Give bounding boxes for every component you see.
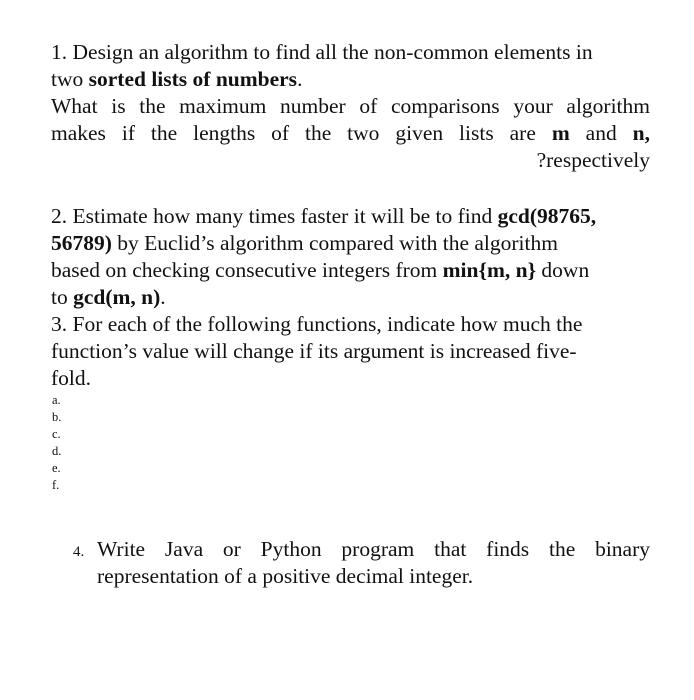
q1-var-m: m [551,121,570,145]
q3-item-f: f. [52,478,60,492]
q1-line-2-post: . [297,67,303,91]
q1-line-4-pre: makes if the lengths of the two given lists are [51,121,552,145]
q2-line-2-post: by Euclid’s algorithm compared with the algorithm [111,231,558,255]
q3-line-2: function’s value will change if its argument is increased five- [51,339,577,363]
q1-emphasis-sorted-lists: sorted lists of numbers [88,67,298,91]
q1-line-5: ?respectively [536,148,650,172]
q2-line-4 [51,284,650,311]
q1-line-4-and: and [569,121,633,145]
q1-line-3: What is the maximum number of comparisons your algorithm [51,94,650,118]
q2-line-1 [51,203,650,230]
q2-gcd-expression-start: gcd(98765, [497,204,597,228]
q1-line-1: 1. Design an algorithm to find all the non-common elements in [51,40,593,64]
q2-min-expression: min{m, n} [442,258,537,282]
q3-item-e: e. [52,461,61,475]
q4-number: 4. [73,544,85,560]
q2-line-2 [51,230,650,257]
q3-item-d: d. [52,444,62,458]
q2-line-4-post: . [160,285,166,309]
q2-line-3-pre: based on checking consecutive integers from [51,258,443,282]
q2-gcd-mn: gcd(m, n) [73,285,161,309]
q2-line-4-pre: to [51,285,74,309]
q3-line-3: fold. [51,366,92,390]
q3-line-1: 3. For each of the following functions, indicate how much the [51,312,583,336]
q1-line-2-pre: two [51,67,89,91]
q2-line-3 [51,257,650,284]
q4-line-2: representation of a positive decimal integer. [97,564,474,588]
q3-item-c: c. [52,427,61,441]
q2-line-3-post: down [536,258,590,282]
q2-line-1-pre: 2. Estimate how many times faster it will be to find [51,204,498,228]
q3-item-a: a. [52,393,61,407]
q1-var-n: n, [632,121,650,145]
q2-gcd-expression-end: 56789) [51,231,112,255]
q1-line-4 [51,120,650,147]
q4-line-1: Write Java or Python program that finds the binary [97,537,650,561]
q3-item-b: b. [52,410,62,424]
q1-line-2 [51,66,650,93]
